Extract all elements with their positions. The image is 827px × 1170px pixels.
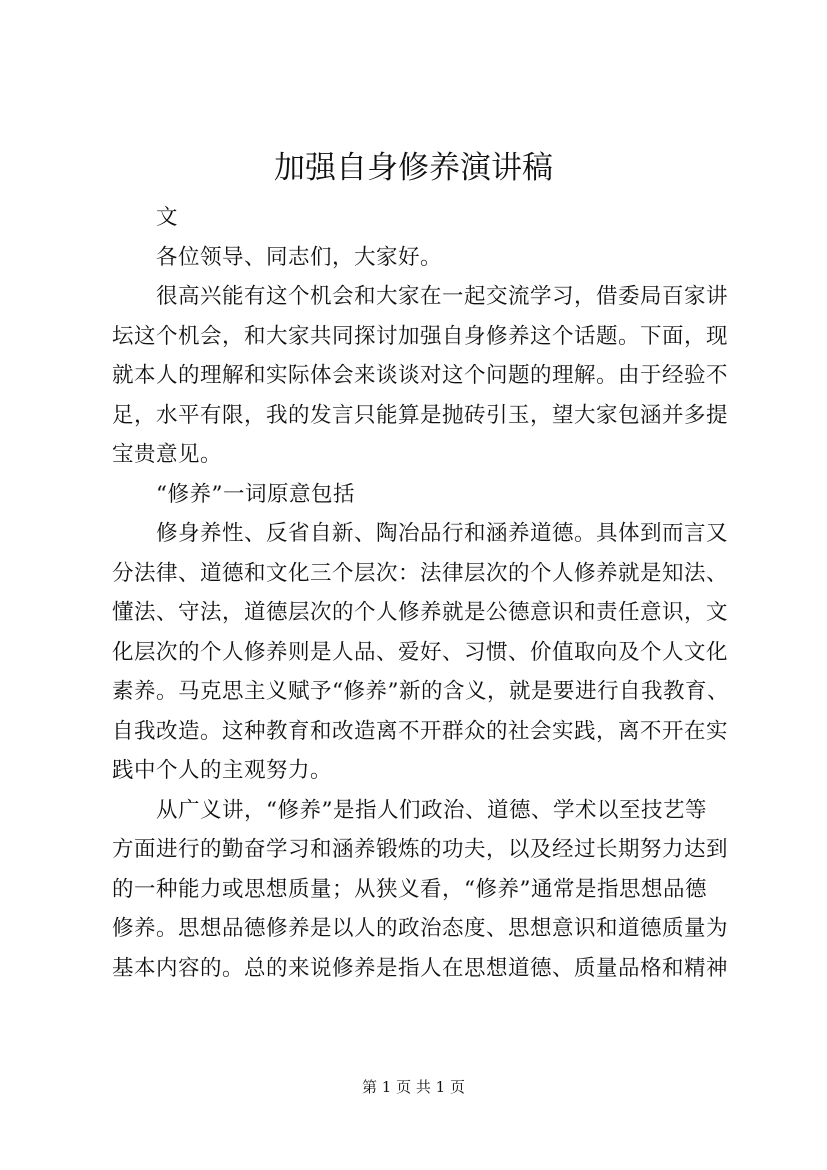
text-line: 坛这个机会，和大家共同探讨加强自身修养这个话题。下面，现	[112, 323, 729, 349]
text-line: 修养。思想品德修养是以人的政治态度、思想意识和道德质量为	[112, 916, 729, 941]
text-line: 懂法、守法，道德层次的个人修养就是公德意识和责任意识，文	[112, 600, 729, 625]
text-line: 各位领导、同志们，大家好。	[156, 244, 443, 270]
text-line: 就本人的理解和实际体会来谈谈对这个问题的理解。由于经验不	[112, 363, 729, 388]
text-line: 从广义讲，“修养”是指人们政治、道德、学术以至技艺等	[156, 797, 707, 823]
text-line: “修养”一词原意包括	[156, 481, 355, 507]
document-body	[112, 198, 729, 988]
text-line: 化层次的个人修养则是人品、爱好、习惯、价值取向及个人文化	[112, 639, 729, 665]
text-line: 的一种能力或思想质量；从狭义看，“修养”通常是指思想品德	[112, 876, 707, 902]
text-line: 践中个人的主观努力。	[112, 758, 333, 783]
text-line: 文	[156, 205, 179, 230]
text-line: 自我改造。这种教育和改造离不开群众的社会实践，离不开在实	[112, 718, 729, 744]
page-footer: 第 1 页 共 1 页	[362, 1078, 465, 1096]
text-line: 基本内容的。总的来说修养是指人在思想道德、质量品格和精神	[112, 955, 729, 981]
text-line: 素养。马克思主义赋予“修养”新的含义，就是要进行自我教育、	[112, 679, 729, 704]
text-line: 宝贵意见。	[112, 442, 223, 467]
text-line: 足，水平有限，我的发言只能算是抛砖引玉，望大家包涵并多提	[112, 402, 729, 428]
text-line: 分法律、道德和文化三个层次：法律层次的个人修养就是知法、	[112, 560, 729, 586]
text-line: 修身养性、反省自新、陶冶品行和涵养道德。具体到而言又	[156, 521, 729, 546]
text-line: 方面进行的勤奋学习和涵养锻炼的功夫，以及经过长期努力达到	[112, 837, 729, 862]
text-line: 很高兴能有这个机会和大家在一起交流学习，借委局百家讲	[156, 284, 729, 309]
document-title: 加强自身修养演讲稿	[274, 150, 553, 186]
